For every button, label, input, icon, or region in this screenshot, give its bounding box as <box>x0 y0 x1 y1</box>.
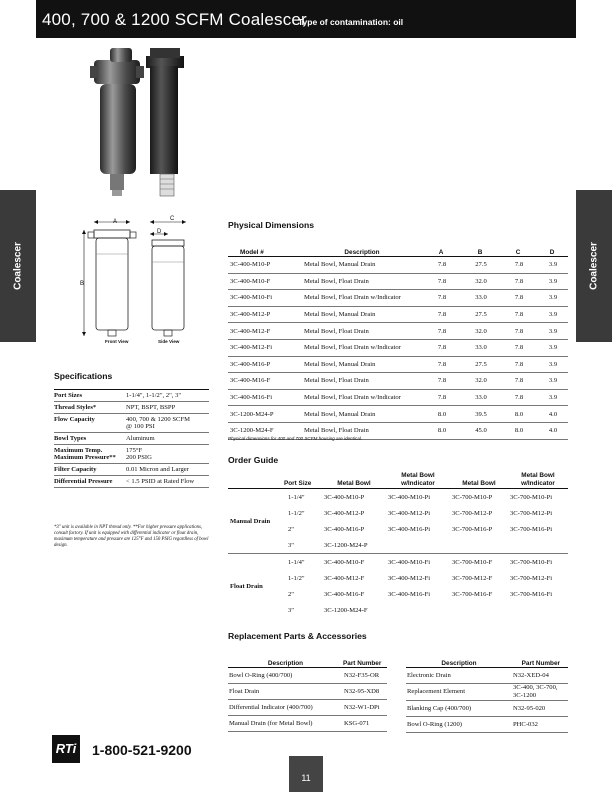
part-description-cell: Electronic Drain <box>406 668 512 684</box>
page-number: 11 <box>301 773 311 783</box>
spec-label: Filter Capacity <box>54 464 126 476</box>
part-number-cell: N32-95-020 <box>512 701 568 717</box>
dimension-cell: 7.8 <box>500 306 536 323</box>
spec-row <box>54 390 209 402</box>
model-number-cell: 3C-400-M10-Fi <box>228 290 302 307</box>
part-number-cell: 3C-400-M12-Fi <box>388 574 431 582</box>
spec-row <box>54 464 209 476</box>
table-row <box>228 406 568 423</box>
dimension-cell: 3.9 <box>536 273 568 290</box>
spec-label: Maximum Temp. Maximum Pressure** <box>54 445 126 464</box>
product-photo <box>90 44 220 206</box>
front-view-label: Front View <box>105 339 129 344</box>
part-number-cell: 3C-400-M16-Fi <box>388 590 431 598</box>
right-side-tab: Coalescer <box>576 190 612 342</box>
table-row <box>228 684 387 700</box>
dimension-cell: 3.9 <box>536 306 568 323</box>
table-row <box>228 257 568 274</box>
dimension-cell: 3.9 <box>536 290 568 307</box>
dimension-cell: 7.8 <box>500 389 536 406</box>
spec-value: NPT, BSPT, BSPP <box>126 402 209 414</box>
spec-label: Differential Pressure <box>54 476 126 488</box>
dimension-cell: 7.8 <box>422 290 460 307</box>
dimension-cell: 3.9 <box>536 373 568 390</box>
part-number-cell: 3C-1200-M24-P <box>324 541 368 549</box>
replacement-parts-left-table <box>228 653 387 732</box>
dimension-cell: 33.0 <box>460 290 500 307</box>
part-number-cell: 3C-400, 3C-700, 3C-1200 <box>512 684 568 701</box>
part-number-cell: 3C-400-M10-P <box>322 489 386 506</box>
table-header-row: Description Part Number <box>228 653 387 668</box>
dimension-diagram <box>80 214 205 354</box>
table-row <box>228 700 387 716</box>
page-number-box <box>289 756 323 792</box>
model-number-cell: 3C-400-M10-F <box>228 273 302 290</box>
dimension-cell: 32.0 <box>460 323 500 340</box>
dimension-cell: 8.0 <box>500 422 536 439</box>
part-number-cell: N32-W1-DPi <box>343 700 387 716</box>
replacement-parts-right-table <box>406 653 568 733</box>
dim-b-label: B <box>80 281 85 287</box>
table-header-row: Model # Description A B C D <box>228 242 568 257</box>
port-size-cell: 1-1/4" <box>284 489 322 506</box>
part-number-cell: 3C-400-M16-P <box>324 525 365 533</box>
model-number-cell: 3C-400-M16-P <box>228 356 302 373</box>
part-number-cell: 3C-700-M12-P <box>452 509 493 517</box>
dimension-cell: 7.8 <box>422 389 460 406</box>
part-description-cell: Replacement Element <box>406 684 512 701</box>
part-number-cell: PHC-032 <box>512 717 568 733</box>
dimension-cell: 3.9 <box>536 257 568 274</box>
model-number-cell: 3C-400-M10-P <box>228 257 302 274</box>
port-size-cell: 2" <box>288 525 294 533</box>
physical-dimensions-note: Physical dimensions for 400 and 700 SCFM housing are identical. <box>228 436 363 441</box>
port-size-cell: 1-1/2" <box>288 574 305 582</box>
dimension-cell: 8.0 <box>500 406 536 423</box>
spec-row <box>54 414 209 433</box>
table-row <box>228 306 568 323</box>
part-number-cell: KSG-071 <box>343 716 387 732</box>
description-cell: Metal Bowl, Manual Drain <box>302 306 422 323</box>
table-row <box>228 339 568 356</box>
dimension-cell: 7.8 <box>422 323 460 340</box>
table-row <box>406 684 568 701</box>
spec-label: Bowl Types <box>54 433 126 445</box>
part-number-cell: N32-XED-04 <box>512 668 568 684</box>
description-cell: Metal Bowl, Manual Drain <box>302 356 422 373</box>
part-number-cell: 3C-400-M10-F <box>322 554 386 571</box>
dim-a-label: A <box>113 219 118 225</box>
description-cell: Metal Bowl, Float Drain <box>302 273 422 290</box>
dimension-cell: 7.8 <box>500 323 536 340</box>
part-number-cell: 3C-700-M10-F <box>450 554 508 571</box>
dimension-cell: 4.0 <box>536 422 568 439</box>
specifications-table <box>54 389 209 488</box>
drain-type-label: Manual Drain <box>228 489 284 554</box>
part-number-cell: N32-F35-OR <box>343 668 387 684</box>
table-row <box>228 273 568 290</box>
dimension-cell: 27.5 <box>460 257 500 274</box>
description-cell: Metal Bowl, Float Drain w/Indicator <box>302 389 422 406</box>
company-logo: RTi <box>52 735 80 763</box>
part-number-cell: 3C-400-M16-F <box>324 590 365 598</box>
dimension-cell: 7.8 <box>422 339 460 356</box>
dimension-cell: 27.5 <box>460 306 500 323</box>
spec-value: Aluminum <box>126 433 209 445</box>
dimension-cell: 32.0 <box>460 273 500 290</box>
dimension-cell: 4.0 <box>536 406 568 423</box>
port-size-cell: 3" <box>288 541 294 549</box>
spec-row <box>54 433 209 445</box>
description-cell: Metal Bowl, Float Drain <box>302 373 422 390</box>
table-row <box>228 356 568 373</box>
part-number-cell: 3C-700-M10-P <box>450 489 508 506</box>
table-row <box>406 701 568 717</box>
order-guide-title: Order Guide <box>228 455 279 465</box>
physical-dimensions-title: Physical Dimensions <box>228 220 314 230</box>
model-number-cell: 3C-400-M16-Fi <box>228 389 302 406</box>
part-number-cell: 3C-700-M16-Fi <box>510 590 553 598</box>
description-cell: Metal Bowl, Float Drain w/Indicator <box>302 339 422 356</box>
dim-d-label: D <box>157 229 162 235</box>
table-row <box>406 668 568 684</box>
part-number-cell: 3C-400-M12-P <box>324 509 365 517</box>
dimension-cell: 7.8 <box>500 356 536 373</box>
part-number-cell: 3C-400-M12-F <box>324 574 365 582</box>
order-guide-table <box>228 472 568 618</box>
dimension-cell: 32.0 <box>460 373 500 390</box>
specifications-title: Specifications <box>54 371 113 381</box>
part-number-cell <box>508 602 568 618</box>
part-number-cell <box>508 537 568 554</box>
dimension-cell: 7.8 <box>500 290 536 307</box>
table-header-row: Port Size Metal Bowl Metal Bowl w/Indicator Metal Bowl Metal Bowl w/Indicator <box>228 472 568 489</box>
part-number-cell: 3C-400-M10-Fi <box>386 554 450 571</box>
page-title: 400, 700 & 1200 SCFM Coalescer <box>42 10 307 29</box>
dimension-cell: 7.8 <box>500 257 536 274</box>
spec-label: Port Sizes <box>54 390 126 402</box>
spec-value: 0.01 Micron and Larger <box>126 464 209 476</box>
dimension-cell: 8.0 <box>422 422 460 439</box>
dimension-cell: 27.5 <box>460 356 500 373</box>
part-description-cell: Differential Indicator (400/700) <box>228 700 343 716</box>
replacement-parts-title: Replacement Parts & Accessories <box>228 631 367 641</box>
part-number-cell <box>450 537 508 554</box>
part-number-cell: 3C-700-M12-Pi <box>510 509 553 517</box>
dimension-cell: 7.8 <box>500 339 536 356</box>
part-number-cell <box>450 602 508 618</box>
model-number-cell: 3C-400-M12-P <box>228 306 302 323</box>
part-description-cell: Manual Drain (for Metal Bowl) <box>228 716 343 732</box>
model-number-cell: 3C-400-M12-Fi <box>228 339 302 356</box>
model-number-cell: 3C-1200-M24-P <box>228 406 302 423</box>
port-size-cell: 3" <box>288 606 294 614</box>
part-description-cell: Bowl O-Ring (400/700) <box>228 668 343 684</box>
description-cell: Metal Bowl, Float Drain <box>302 323 422 340</box>
dimension-cell: 33.0 <box>460 389 500 406</box>
left-side-tab: Coalescer <box>0 190 36 342</box>
spec-value: 175°F 200 PSIG <box>126 445 209 464</box>
dimension-cell: 39.5 <box>460 406 500 423</box>
table-row <box>228 554 568 571</box>
part-number-cell: 3C-700-M16-F <box>452 590 493 598</box>
dimension-cell: 7.8 <box>422 373 460 390</box>
part-number-cell: N32-95-XD8 <box>343 684 387 700</box>
dim-c-label: C <box>170 216 175 222</box>
spec-value: 400, 700 & 1200 SCFM @ 100 PSI <box>126 414 209 433</box>
spec-row <box>54 445 209 464</box>
dimension-cell: 7.8 <box>422 273 460 290</box>
port-size-cell: 1-1/2" <box>288 509 305 517</box>
page-header <box>36 0 576 38</box>
spec-row <box>54 476 209 488</box>
description-cell: Metal Bowl, Float Drain <box>302 422 422 439</box>
physical-dimensions-table <box>228 242 568 440</box>
part-number-cell <box>386 602 450 618</box>
dimension-cell: 8.0 <box>422 406 460 423</box>
spec-value: 1-1/4", 1-1/2", 2", 3" <box>126 390 209 402</box>
table-row <box>228 489 568 506</box>
part-number-cell <box>386 537 450 554</box>
part-number-cell: 3C-400-M10-Pi <box>386 489 450 506</box>
dimension-cell: 7.8 <box>500 373 536 390</box>
part-number-cell: 3C-700-M16-Pi <box>510 525 553 533</box>
part-description-cell: Float Drain <box>228 684 343 700</box>
part-number-cell: 3C-700-M12-Fi <box>510 574 553 582</box>
drain-type-label: Float Drain <box>228 554 284 619</box>
table-row <box>228 389 568 406</box>
table-header-row: Description Part Number <box>406 653 568 668</box>
page-subtitle: Type of contamination: oil <box>298 17 404 27</box>
dimension-cell: 7.8 <box>422 356 460 373</box>
dimension-cell: 7.8 <box>422 257 460 274</box>
part-number-cell: 3C-700-M12-F <box>452 574 493 582</box>
dimension-cell: 3.9 <box>536 323 568 340</box>
table-row <box>228 373 568 390</box>
description-cell: Metal Bowl, Manual Drain <box>302 257 422 274</box>
model-number-cell: 3C-400-M12-F <box>228 323 302 340</box>
port-size-cell: 2" <box>288 590 294 598</box>
description-cell: Metal Bowl, Float Drain w/Indicator <box>302 290 422 307</box>
dimension-cell: 3.9 <box>536 356 568 373</box>
spec-label: Thread Styles* <box>54 402 126 414</box>
dimension-cell: 45.0 <box>460 422 500 439</box>
table-row <box>406 717 568 733</box>
spec-label: Flow Capacity <box>54 414 126 433</box>
part-number-cell: 3C-700-M16-P <box>452 525 493 533</box>
part-description-cell: Bowl O-Ring (1200) <box>406 717 512 733</box>
phone-number: 1-800-521-9200 <box>92 742 192 758</box>
spec-row <box>54 402 209 414</box>
dimension-cell: 7.8 <box>422 306 460 323</box>
part-number-cell: 3C-1200-M24-F <box>324 606 368 614</box>
dimension-cell: 7.8 <box>500 273 536 290</box>
part-number-cell: 3C-400-M12-Pi <box>388 509 431 517</box>
part-number-cell: 3C-400-M16-Pi <box>388 525 431 533</box>
part-number-cell: 3C-700-M10-Fi <box>508 554 568 571</box>
model-number-cell: 3C-400-M16-F <box>228 373 302 390</box>
part-description-cell: Blanking Cap (400/700) <box>406 701 512 717</box>
dimension-cell: 3.9 <box>536 389 568 406</box>
port-size-cell: 1-1/4" <box>284 554 322 571</box>
table-row <box>228 668 387 684</box>
table-row <box>228 716 387 732</box>
specifications-note: *3" unit is available in NPT thread only. **For higher pressure applications, consult factory. If unit is equipped with differential indicator or float drain, maximum temperature and pressure are 125°F and 150 PSIG regardless of bowl design. <box>54 525 209 548</box>
side-view-label: Side View <box>158 339 180 344</box>
dimension-cell: 3.9 <box>536 339 568 356</box>
part-number-cell: 3C-700-M10-Pi <box>508 489 568 506</box>
description-cell: Metal Bowl, Manual Drain <box>302 406 422 423</box>
dimension-cell: 33.0 <box>460 339 500 356</box>
model-number-cell: 3C-1200-M24-F <box>228 422 302 439</box>
table-row <box>228 323 568 340</box>
table-row <box>228 290 568 307</box>
spec-value: < 1.5 PSID at Rated Flow <box>126 476 209 488</box>
